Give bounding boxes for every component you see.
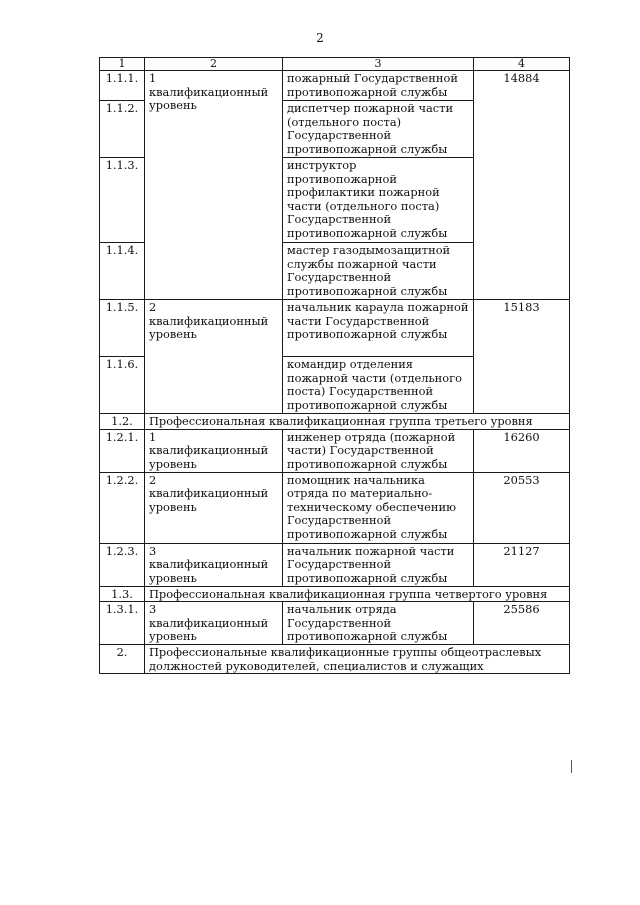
row-number: 1.2.2. xyxy=(100,472,145,543)
qualification-level: 1 квалификационный уровень xyxy=(145,429,283,472)
position-name: инженер отряда (пожарной части) Государственной противопожарной службы xyxy=(283,429,474,472)
salary-value: 14884 xyxy=(474,71,570,300)
row-number: 1.1.6. xyxy=(100,357,145,414)
group-title: Профессиональная квалификационная группа третьего уровня xyxy=(145,414,570,430)
group-title: Профессиональные квалификационные группы общеотраслевых должностей руководителей, специалистов и служащих xyxy=(145,645,570,674)
position-name: командир отделения пожарной части (отдельного поста) Государственной противопожарной службы xyxy=(283,357,474,414)
qualification-level: 1 квалификационный уровень xyxy=(145,71,283,300)
position-name: пожарный Государственной противопожарной службы xyxy=(283,71,474,101)
header-col-3: 3 xyxy=(283,58,474,71)
group-number: 1.2. xyxy=(100,414,145,430)
scan-mark xyxy=(571,760,572,773)
row-number: 1.2.1. xyxy=(100,429,145,472)
salary-value: 25586 xyxy=(474,602,570,645)
table-row xyxy=(100,429,570,472)
salary-value: 16260 xyxy=(474,429,570,472)
table-header-row xyxy=(100,58,570,71)
group-row xyxy=(100,414,570,430)
position-name: начальник пожарной части Государственной противопожарной службы xyxy=(283,543,474,586)
header-col-4: 4 xyxy=(474,58,570,71)
row-number: 1.1.2. xyxy=(100,101,145,158)
salary-value: 21127 xyxy=(474,543,570,586)
row-number: 1.2.3. xyxy=(100,543,145,586)
table-row xyxy=(100,300,570,357)
table-row xyxy=(100,543,570,586)
row-number: 1.1.1. xyxy=(100,71,145,101)
row-number: 1.3.1. xyxy=(100,602,145,645)
position-name: инструктор противопожарной профилактики пожарной части (отдельного поста) Государственной противопожарной службы xyxy=(283,158,474,243)
qualification-level: 3 квалификационный уровень xyxy=(145,602,283,645)
group-title: Профессиональная квалификационная группа четвертого уровня xyxy=(145,586,570,602)
row-number: 1.1.3. xyxy=(100,158,145,243)
qualification-level: 2 квалификационный уровень xyxy=(145,300,283,414)
group-number: 2. xyxy=(100,645,145,674)
position-name: помощник начальника отряда по материально-техническому обеспечению Государственной противопожарной службы xyxy=(283,472,474,543)
salary-value: 15183 xyxy=(474,300,570,414)
position-name: начальник отряда Государственной противопожарной службы xyxy=(283,602,474,645)
group-row xyxy=(100,645,570,674)
row-number: 1.1.5. xyxy=(100,300,145,357)
header-col-1: 1 xyxy=(100,58,145,71)
salary-table xyxy=(99,57,570,674)
table-row xyxy=(100,472,570,543)
qualification-level: 3 квалификационный уровень xyxy=(145,543,283,586)
group-row xyxy=(100,586,570,602)
table-row xyxy=(100,602,570,645)
position-name: начальник караула пожарной части Государственной противопожарной службы xyxy=(283,300,474,357)
table-row xyxy=(100,71,570,101)
group-number: 1.3. xyxy=(100,586,145,602)
qualification-level: 2 квалификационный уровень xyxy=(145,472,283,543)
position-name: диспетчер пожарной части (отдельного поста) Государственной противопожарной службы xyxy=(283,101,474,158)
page-number: 2 xyxy=(316,31,324,45)
position-name: мастер газодымозащитной службы пожарной части Государственной противопожарной службы xyxy=(283,243,474,300)
header-col-2: 2 xyxy=(145,58,283,71)
salary-value: 20553 xyxy=(474,472,570,543)
row-number: 1.1.4. xyxy=(100,243,145,300)
